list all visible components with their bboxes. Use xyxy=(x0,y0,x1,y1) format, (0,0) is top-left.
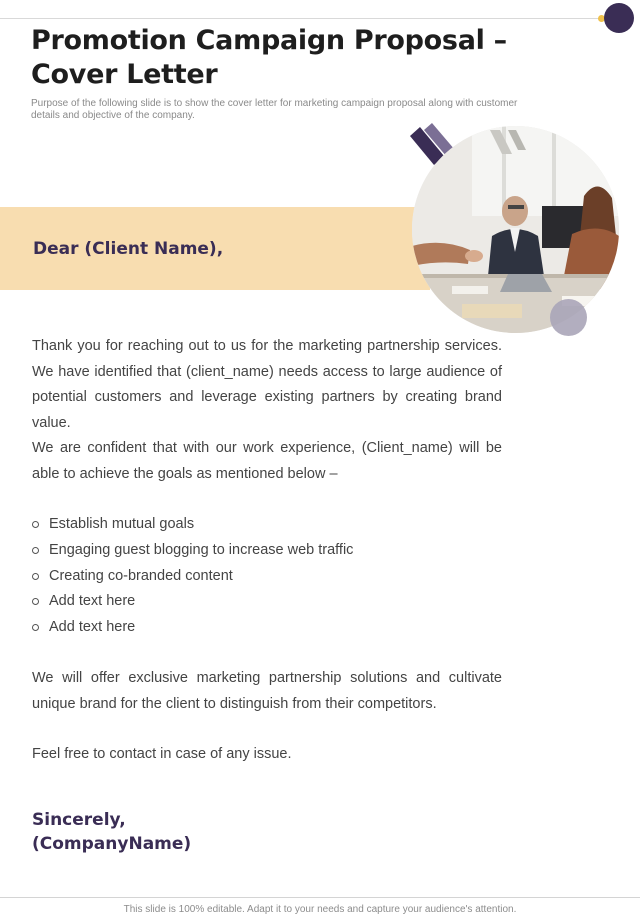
list-item xyxy=(32,564,502,590)
closing-signature xyxy=(32,808,191,856)
closing-line1: Sincerely, xyxy=(32,810,126,830)
footer-divider-line xyxy=(0,897,640,898)
circle-bullet-icon xyxy=(32,521,39,528)
circle-bullet-icon xyxy=(32,624,39,631)
list-item-text: Add text here xyxy=(49,593,136,610)
list-item xyxy=(32,615,502,641)
list-item-text: Add text here xyxy=(49,619,136,636)
list-item xyxy=(32,589,502,615)
photo-illustration xyxy=(412,126,619,333)
list-item-text: Creating co-branded content xyxy=(49,567,233,584)
page-subtitle: Purpose of the following slide is to show the cover letter for marketing campaign proposal along with customer details and objective of the company. xyxy=(31,98,518,121)
list-item-text: Establish mutual goals xyxy=(49,516,195,532)
body-paragraph-contact: Feel free to contact in case of any issue. xyxy=(32,746,292,762)
page-title xyxy=(31,24,571,92)
circle-bullet-icon xyxy=(32,547,39,554)
page-title-line2: Cover Letter xyxy=(31,59,218,90)
greeting-text: Dear (Client Name), xyxy=(33,239,224,259)
body-paragraph-intro: Thank you for reaching out to us for the marketing partnership services. We have identified that (client_name) needs access to large audience of potential customers and leverage existing partners by creating brand value. xyxy=(32,338,502,431)
list-item-text: Engaging guest blogging to increase web traffic xyxy=(49,541,354,558)
footer-note: This slide is 100% editable. Adapt it to your needs and capture your audience's attention. xyxy=(123,904,517,915)
photo-accent-dot xyxy=(550,299,587,336)
top-accent-dot xyxy=(604,3,634,33)
goals-list xyxy=(32,512,502,641)
top-divider-line xyxy=(0,18,600,19)
body-paragraph-offer: We will offer exclusive marketing partnership solutions and cultivate unique brand for the client to distinguish from their competitors. xyxy=(32,670,502,712)
circle-bullet-icon xyxy=(32,598,39,605)
list-item xyxy=(32,512,502,538)
body-paragraph-goals: We are confident that with our work experience, (Client_name) will be able to achieve the goals as mentioned below – xyxy=(32,440,502,482)
circle-bullet-icon xyxy=(32,573,39,580)
closing-company-name: (CompanyName) xyxy=(32,834,192,854)
list-item xyxy=(32,538,502,564)
page-title-line1: Promotion Campaign Proposal – xyxy=(31,25,507,56)
business-meeting-photo xyxy=(412,126,619,333)
